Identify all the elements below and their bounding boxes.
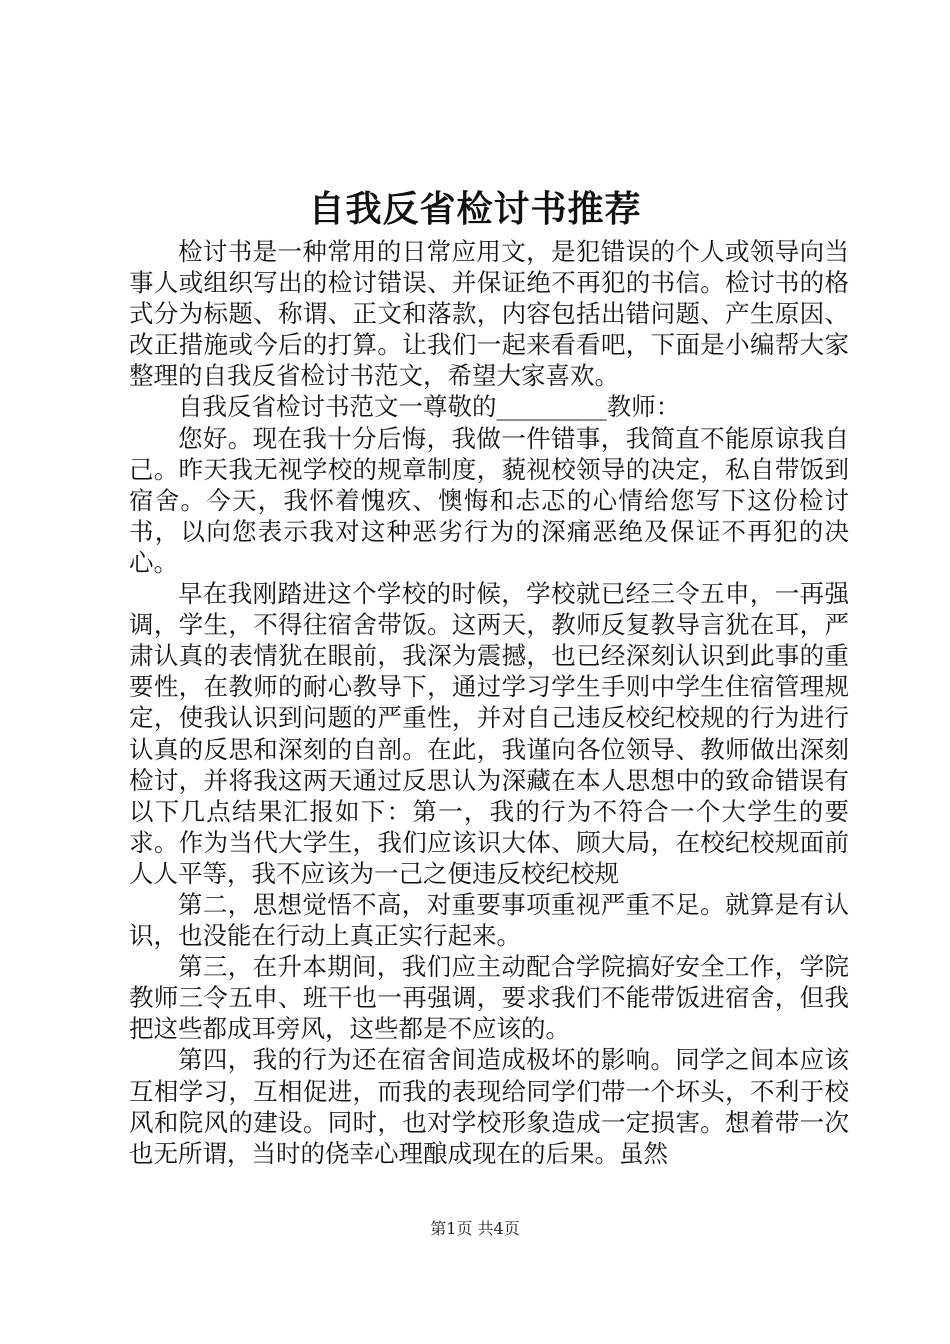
- paragraph-point-four: 第四，我的行为还在宿舍间造成极坏的影响。同学之间本应该互相学习，互相促进，而我的表现给同学们带一个坏头，不利于校风和院风的建设。同时，也对学校形象造成一定损害。想着带一次也无所谓，当时的侥幸心理酿成现在的后果。虽然: [129, 1045, 849, 1168]
- document-title: 自我反省检讨书推荐: [308, 188, 642, 230]
- paragraph-intro: 检讨书是一种常用的日常应用文，是犯错误的个人或领导向当事人或组织写出的检讨错误、并保证绝不再犯的书信。检讨书的格式分为标题、称谓、正文和落款，内容包括出错问题、产生原因、改正措施或今后的打算。让我们一起来看看吧，下面是小编帮大家整理的自我反省检讨书范文，希望大家喜欢。: [129, 237, 849, 391]
- paragraph-greeting: 您好。现在我十分后悔，我做一件错事，我简直不能原谅我自己。昨天我无视学校的规章制度，藐视校领导的决定，私自带饭到宿舍。今天，我怀着愧疚、懊悔和忐忑的心情给您写下这份检讨书，以向您表示我对这种恶劣行为的深痛恶绝及保证不再犯的决心。: [129, 423, 849, 577]
- paragraph-background: 早在我刚踏进这个学校的时候，学校就已经三令五申，一再强调，学生，不得往宿舍带饭。这两天，教师反复教导言犹在耳，严肃认真的表情犹在眼前，我深为震撼，也已经深刻认识到此事的重要性，在教师的耐心教导下，通过学习学生手则中学生住宿管理规定，使我认识到问题的严重性，并对自己违反校纪校规的行为进行认真的反思和深刻的自剖。在此，我谨向各位领导、教师做出深刻检讨，并将我这两天通过反思认为深藏在本人思想中的致命错误有以下几点结果汇报如下：第一，我的行为不符合一个大学生的要求。作为当代大学生，我们应该识大体、顾大局，在校纪校规面前人人平等，我不应该为一己之便违反校纪校规: [129, 579, 849, 888]
- paragraph-salutation: 自我反省检讨书范文一尊敬的_________教师：: [178, 392, 681, 422]
- paragraph-point-three: 第三，在升本期间，我们应主动配合学院搞好安全工作，学院教师三令五申、班干也一再强调，要求我们不能带饭进宿舍，但我把这些都成耳旁风，这些都是不应该的。: [129, 952, 849, 1044]
- document-body: [129, 236, 849, 1169]
- paragraph-point-two: 第二，思想觉悟不高，对重要事项重视严重不足。就算是有认识，也没能在行动上真正实行起来。: [129, 889, 849, 951]
- page-footer: 第1页 共4页: [430, 1219, 520, 1238]
